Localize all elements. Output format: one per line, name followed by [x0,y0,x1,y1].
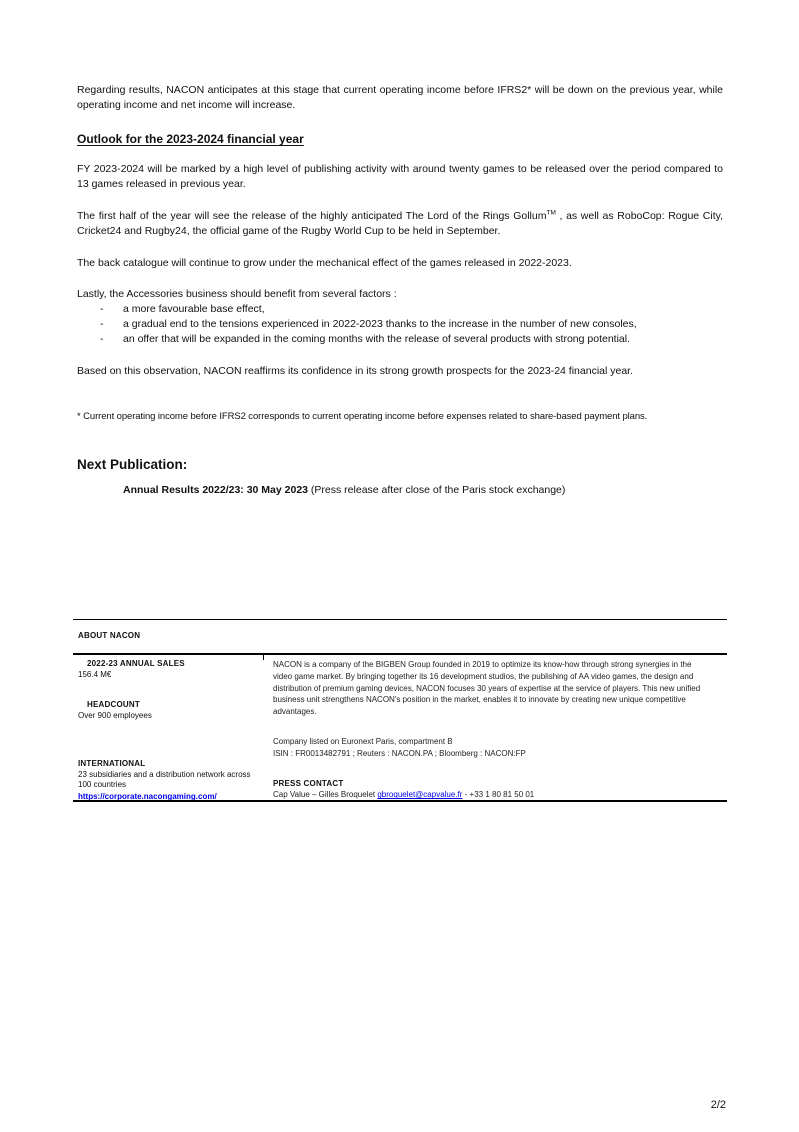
first-half-paragraph [77,209,723,239]
about-section-title: ABOUT NACON [78,631,141,640]
first-half-text-2: , as well as RoboCop: Rogue City, Cricket24 and Rugby24, the official game of the Rugby World Cup to be held in September. [77,210,723,237]
conclusion-paragraph: Based on this observation, NACON reaffirms its confidence in its strong growth prospects for the 2023-24 financial year. [77,365,634,377]
annual-sales-label: 2022-23 ANNUAL SALES [87,659,185,668]
next-publication-line [123,483,723,498]
listing-line: Company listed on Euronext Paris, compartment B [273,736,453,746]
corporate-website-link[interactable]: https://corporate.nacongaming.com/ [78,791,217,801]
outlook-heading: Outlook for the 2023-2024 financial year [77,132,304,146]
press-contact-line [273,789,711,801]
annual-results-note: (Press release after close of the Paris stock exchange) [308,484,566,496]
next-publication-heading: Next Publication: [77,457,188,472]
column-divider-tick [263,655,264,660]
annual-results-date: Annual Results 2022/23: 30 May 2023 [123,484,309,496]
list-item [77,302,723,317]
listing-codes: ISIN : FR0013482791 ; Reuters : NACON.PA ; Bloomberg : NACON:FP [273,748,526,758]
ifrs2-footnote: * Current operating income before IFRS2 corresponds to current operating income before expenses related to share-based payment plans. [77,411,648,422]
listing-info [273,736,711,760]
list-item-text: a gradual end to the tensions experienced in 2022-2023 thanks to the increase in the number of new consoles, [123,318,637,330]
factors-list [77,302,723,347]
back-catalogue-paragraph: The back catalogue will continue to grow under the mechanical effect of the games released in 2022-2023. [77,257,572,269]
lastly-paragraph: Lastly, the Accessories business should benefit from several factors : [77,288,397,300]
first-half-text-1: The first half of the year will see the release of the highly anticipated The Lord of the Rings Gollum [77,210,547,222]
annual-sales-value: 156.4 M€ [78,669,112,679]
international-label: INTERNATIONAL [78,759,146,768]
bullet-dash: - [100,303,104,315]
international-value: 23 subsidiaries and a distribution network across 100 countries [78,769,251,789]
about-facts-column [73,655,263,800]
about-nacon-section [73,619,727,802]
headcount-value: Over 900 employees [78,710,152,720]
press-contact-block [273,778,711,802]
about-description-column [263,655,727,800]
fy-paragraph: FY 2023-2024 will be marked by a high level of publishing activity with around twenty games to be released over the period compared to 13 games released in previous year. [77,163,723,190]
list-item [77,332,723,347]
bullet-dash: - [100,318,104,330]
bullet-dash: - [100,333,104,345]
press-contact-label: PRESS CONTACT [273,778,344,788]
list-item-text: an offer that will be expanded in the coming months with the release of several products with strong potential. [123,333,631,345]
press-contact-phone: - +33 1 80 81 50 01 [462,790,535,800]
list-item [77,317,723,332]
about-table [73,653,727,802]
page-number: 2/2 [710,1099,726,1111]
main-content [77,0,723,498]
trademark-superscript: TM [546,209,556,217]
press-contact-name: Cap Value – Gilles Broquelet [273,790,378,800]
headcount-label: HEADCOUNT [87,700,140,709]
list-item-text: a more favourable base effect, [123,303,265,315]
press-contact-email-link[interactable]: gbroquelet@capvalue.fr [377,790,463,800]
intro-paragraph: Regarding results, NACON anticipates at this stage that current operating income before IFRS2* will be down on the previous year, while operating income and net income will increase. [77,84,723,111]
company-description: NACON is a company of the BIGBEN Group founded in 2019 to optimize its know-how through strong synergies in the video game market. By bringing together its 16 development studios, the publishing of AA video games, the design and distribution of premium gaming devices, NACON focuses 30 years of expertise at the service of players. This new unified business unit strengthens NACON's position in the market, enables it to innovate by creating new unique competitive advantages. [273,660,701,717]
